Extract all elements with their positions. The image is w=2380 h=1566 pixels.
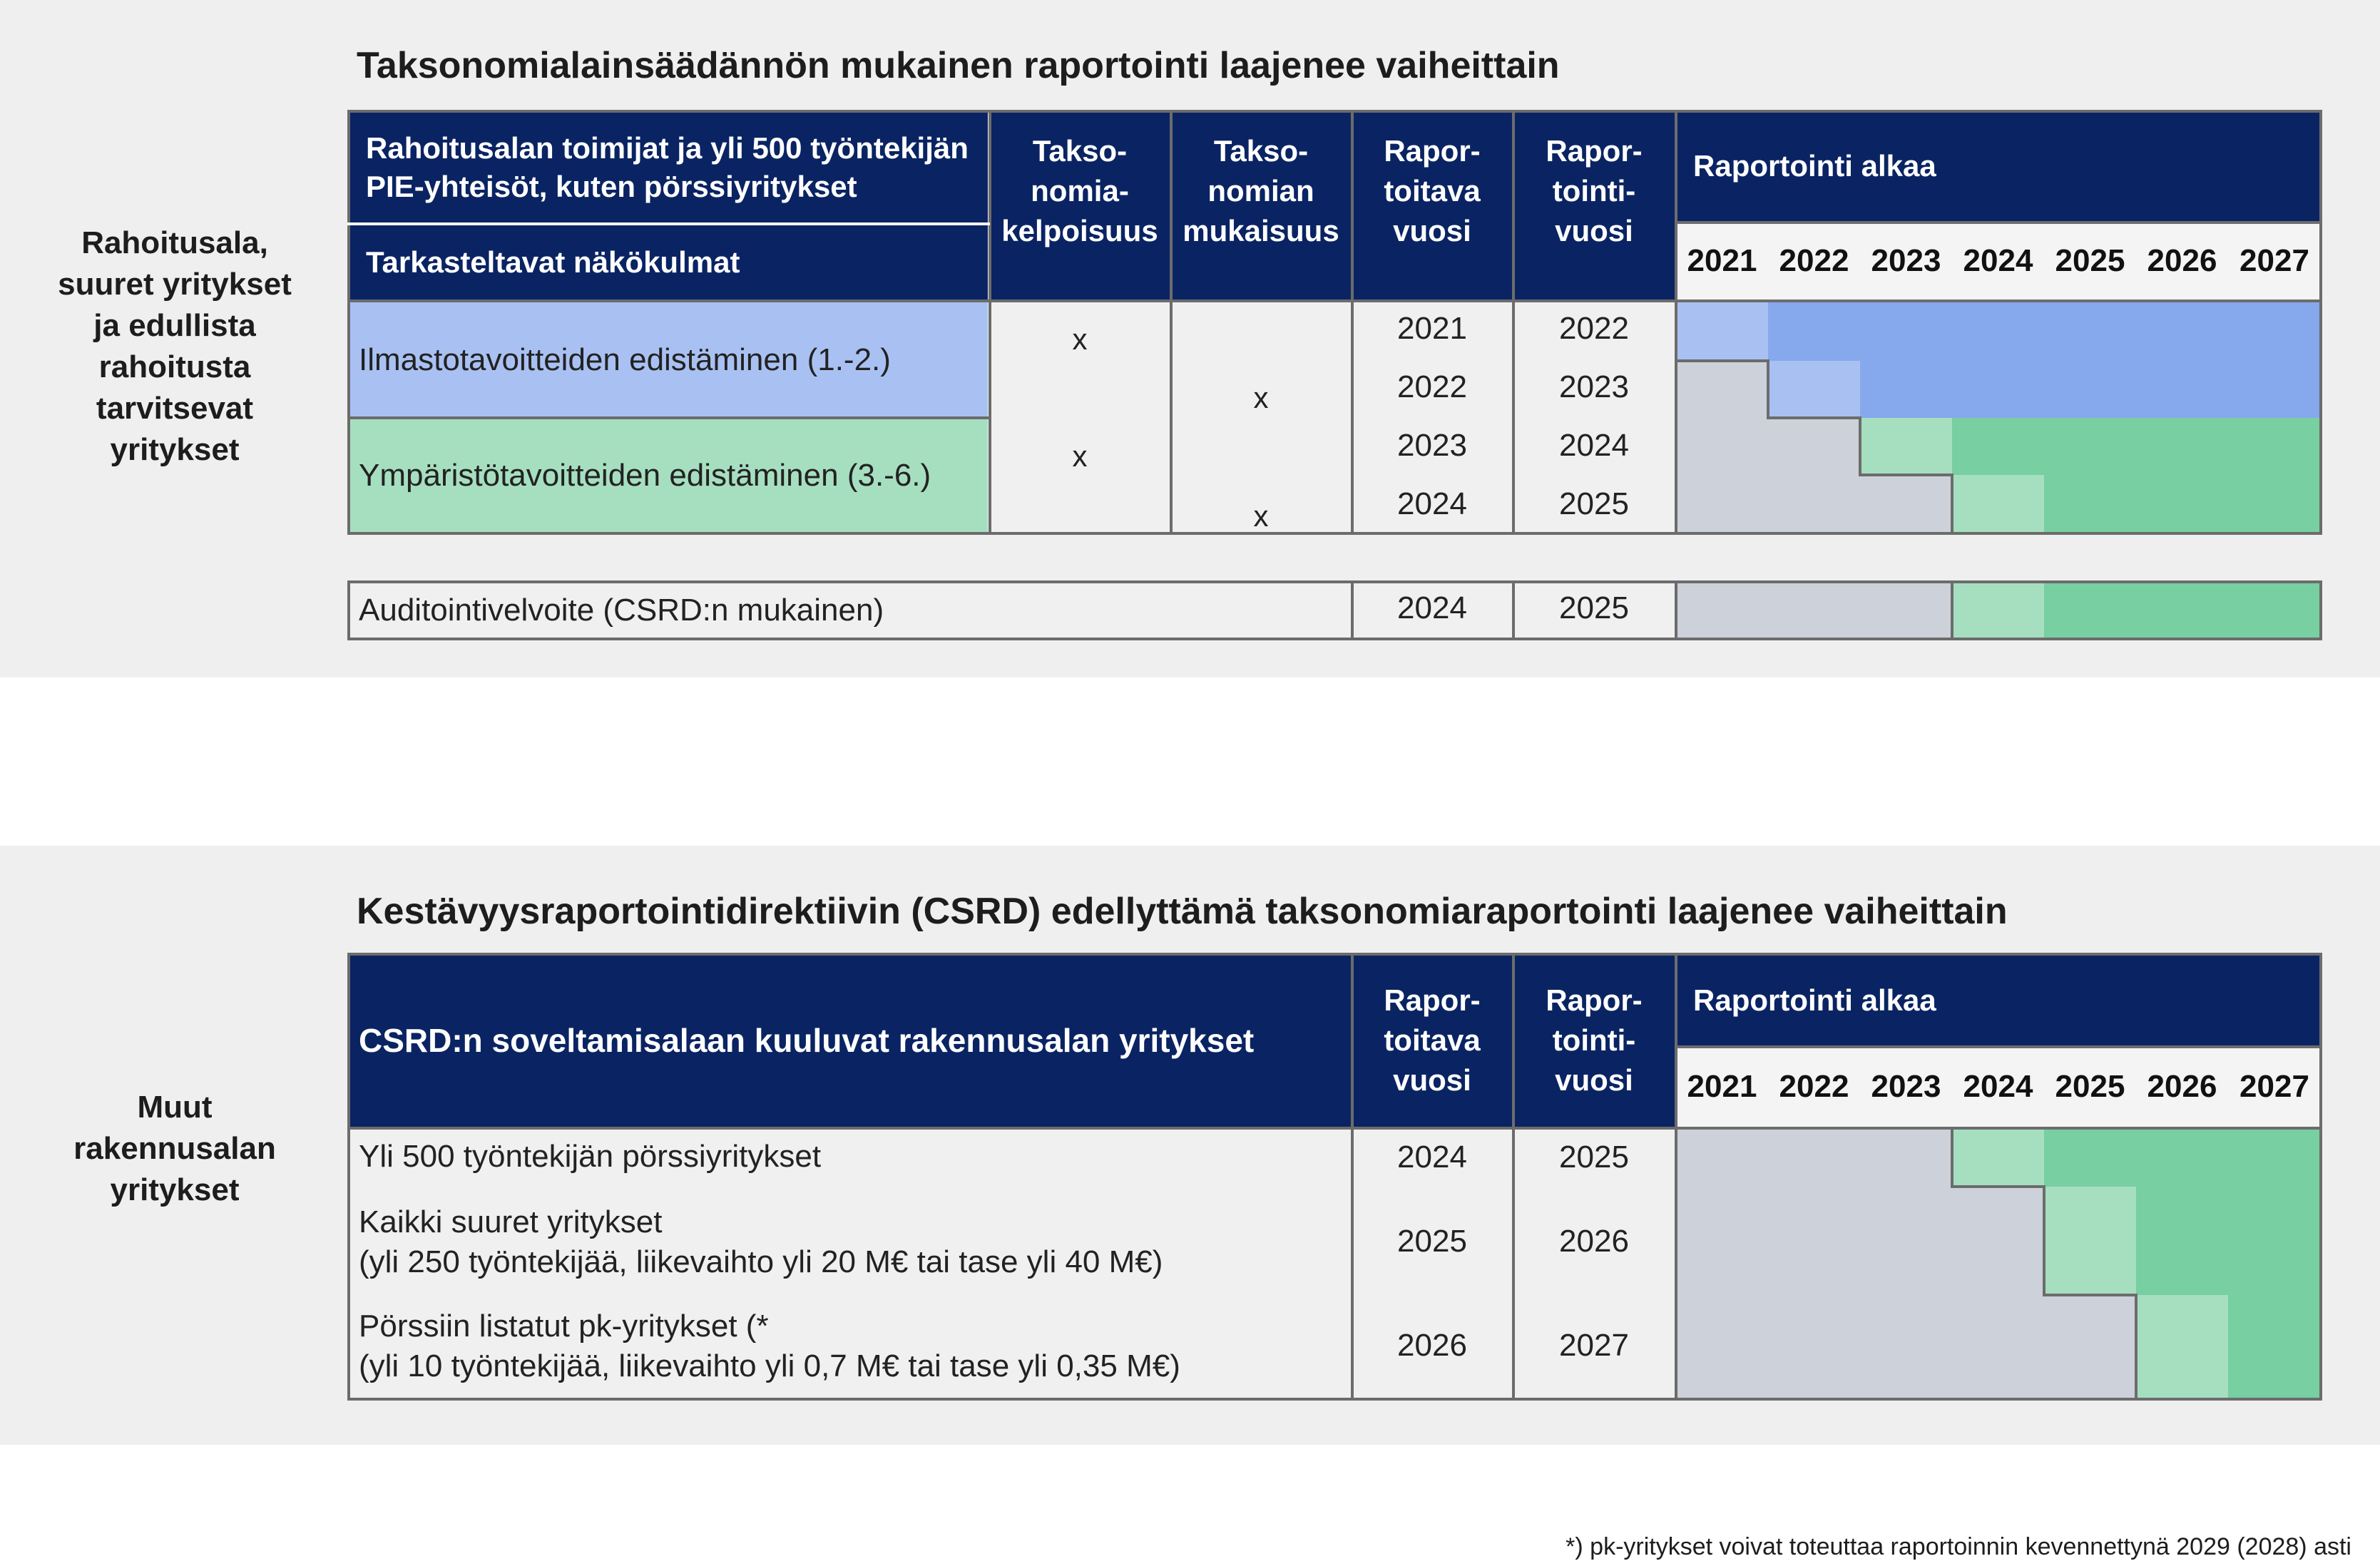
top-reported-year-4: 2024: [1397, 486, 1467, 521]
top-reporting-year-2: 2023: [1559, 369, 1629, 404]
top-reporting-year-4: 2025: [1559, 486, 1629, 521]
bottom-timeline-r2-active: [2136, 1187, 2321, 1295]
audit-reporting-year: 2025: [1559, 590, 1629, 625]
bottom-reported-year-3: 2026: [1397, 1328, 1467, 1363]
bottom-timeline-r1-active: [2044, 1130, 2321, 1187]
top-eligibility-mark-2: x: [1072, 439, 1088, 473]
top-header-scope-text: Rahoitusalan toimijat ja yli 500 työntekijän PIE-yhteisöt, kuten pörssiyritykset: [366, 131, 969, 203]
audit-timeline-active: [2044, 582, 2321, 639]
bottom-step-line-1: [1951, 1130, 1953, 1188]
top-step-line-4: [1859, 416, 1861, 476]
bottom-year-2027: 2027: [2239, 1069, 2309, 1104]
bottom-header-reporting-starts: [1676, 954, 2321, 1047]
top-step-line-3: [1767, 416, 1861, 419]
bottom-step-line-2: [1951, 1185, 2046, 1188]
top-timeline-r4-start: [1952, 475, 2044, 532]
top-header-reported-year-text: Rapor-toitava vuosi: [1384, 134, 1481, 247]
bottom-grid-v1: [1351, 953, 1354, 1401]
bottom-timeline-r1-start: [1952, 1130, 2044, 1187]
bottom-row-2-line2: (yli 250 työntekijää, liikevaihto yli 20 M€ tai tase yli 40 M€): [359, 1244, 1163, 1279]
top-year-2021: 2021: [1687, 243, 1757, 278]
top-timeline-r1-active: [1768, 302, 2321, 361]
bottom-step-line-5: [2135, 1294, 2138, 1398]
top-timeline-r1-start: [1676, 302, 1768, 361]
top-timeline-r3-start: [1860, 418, 1952, 475]
top-year-2027: 2027: [2239, 243, 2309, 278]
top-step-line-1: [1676, 359, 1769, 362]
top-reporting-year-1: 2022: [1559, 311, 1629, 346]
top-row-environment: [349, 419, 988, 532]
bottom-year-2023: 2023: [1871, 1069, 1941, 1104]
bottom-grid-v2: [1512, 953, 1515, 1401]
top-side-label: Rahoitusala, suuret yritykset ja edullista rahoitusta tarvitsevat yritykset: [58, 225, 292, 467]
audit-row-label: Auditointivelvoite (CSRD:n mukainen): [359, 593, 884, 628]
top-timeline-r4-active: [2044, 475, 2321, 532]
top-row-environment-label: Ympäristötavoitteiden edistäminen (3.-6.): [359, 458, 931, 493]
top-timeline-r2-active: [1860, 361, 2321, 418]
bottom-reported-year-2: 2025: [1397, 1224, 1467, 1259]
bottom-grid-v3: [1675, 953, 1677, 1401]
top-alignment-mark-2: x: [1253, 499, 1269, 533]
bottom-header-reported-year-text: Rapor-toitava vuosi: [1384, 983, 1481, 1097]
top-header-reporting-year-text: Rapor-tointi-vuosi: [1546, 134, 1643, 247]
bottom-reported-year-1: 2024: [1397, 1140, 1467, 1174]
top-year-2025: 2025: [2055, 243, 2125, 278]
top-header-scope: [349, 111, 988, 224]
audit-timeline-gray: [1676, 582, 1952, 639]
top-header-reporting-starts: [1676, 111, 2321, 221]
top-year-2023: 2023: [1871, 243, 1941, 278]
top-header-reported-year: [1352, 111, 1512, 300]
top-row-climate: [349, 302, 988, 418]
bottom-header-scope-text: CSRD:n soveltamisalaan kuuluvat rakennusalan yritykset: [359, 1022, 1255, 1059]
bottom-reporting-year-2: 2026: [1559, 1224, 1629, 1259]
top-grid-v4: [1512, 110, 1515, 535]
bottom-header-reporting-year-text: Rapor-tointi-vuosi: [1546, 983, 1643, 1097]
top-eligibility-mark-1: x: [1072, 322, 1088, 356]
audit-reported-year: 2024: [1397, 590, 1467, 625]
audit-grid-v1: [1351, 580, 1354, 640]
bottom-row-2-line1: Kaikki suuret yritykset: [359, 1204, 663, 1239]
bottom-row-1-line1: Yli 500 työntekijän pörssiyritykset: [359, 1139, 822, 1174]
audit-timeline-start: [1952, 582, 2044, 639]
bottom-step-line-3: [2043, 1185, 2046, 1296]
audit-grid-v2: [1512, 580, 1515, 640]
bottom-year-2024: 2024: [1963, 1069, 2033, 1104]
top-step-line-5: [1859, 474, 1953, 476]
bottom-step-line-4: [2043, 1294, 2138, 1296]
top-year-2024: 2024: [1963, 243, 2033, 278]
top-reported-year-2: 2022: [1397, 369, 1467, 404]
top-timeline-r3-active: [1952, 418, 2321, 475]
top-grid-v3: [1351, 110, 1354, 535]
top-step-line-6: [1951, 474, 1953, 532]
bottom-row-3-line2: (yli 10 työntekijää, liikevaihto yli 0,7 M€ tai tase yli 0,35 M€): [359, 1348, 1180, 1383]
bottom-reporting-year-1: 2025: [1559, 1140, 1629, 1174]
bottom-year-2022: 2022: [1779, 1069, 1849, 1104]
bottom-grid-h1: [347, 1127, 2322, 1130]
top-header-alignment-text: Takso-nomian mukaisuus: [1183, 134, 1339, 247]
top-step-line-2: [1767, 359, 1769, 419]
bottom-year-2025: 2025: [2055, 1069, 2125, 1104]
top-timeline-r2-start: [1768, 361, 1860, 418]
top-header-alignment: [1171, 111, 1351, 300]
bottom-reporting-year-3: 2027: [1559, 1328, 1629, 1363]
audit-grid-v3: [1675, 580, 1677, 640]
top-year-2026: 2026: [2147, 243, 2217, 278]
bottom-row-3-line1: Pörssiin listatut pk-yritykset (*: [359, 1309, 769, 1344]
top-grid-v2: [1170, 110, 1173, 535]
top-header-eligibility-text: Takso-nomia-kelpoisuus: [1001, 134, 1158, 247]
bottom-header-reporting-year: [1513, 954, 1675, 1127]
audit-step-line: [1951, 582, 1953, 639]
top-header-perspectives-text: Tarkasteltavat näkökulmat: [366, 245, 740, 279]
bottom-row-1: [359, 1137, 1336, 1177]
top-grid-h2: [347, 416, 990, 419]
bottom-timeline-r3-active: [2228, 1295, 2321, 1398]
bottom-grid-h2: [1676, 1045, 2321, 1048]
top-reported-year-3: 2023: [1397, 428, 1467, 463]
bottom-title: Kestävyysraportointidirektiivin (CSRD) edellyttämä taksonomiaraportointi laajenee vaiheittain: [357, 891, 2008, 932]
top-alignment-mark-1: x: [1253, 381, 1269, 414]
top-header-perspectives: [349, 225, 988, 300]
top-year-2022: 2022: [1779, 243, 1849, 278]
top-grid-h4: [1676, 221, 2321, 224]
top-row-climate-label: Ilmastotavoitteiden edistäminen (1.-2.): [359, 342, 891, 377]
top-grid-v5: [1675, 110, 1677, 535]
top-reporting-year-3: 2024: [1559, 428, 1629, 463]
footnote: *) pk-yritykset voivat toteuttaa raportoinnin kevennettynä 2029 (2028) asti: [1566, 1533, 2351, 1560]
top-header-reporting-year: [1513, 111, 1675, 300]
top-grid-h3: [347, 222, 990, 225]
top-title: Taksonomialainsäädännön mukainen raportointi laajenee vaiheittain: [357, 45, 1560, 86]
bottom-header-reporting-starts-text: Raportointi alkaa: [1693, 983, 1936, 1017]
bottom-year-2021: 2021: [1687, 1069, 1757, 1104]
bottom-header-scope: [349, 954, 1351, 1127]
bottom-timeline-r3-start: [2136, 1295, 2228, 1398]
bottom-row-2: [359, 1202, 1336, 1282]
bottom-header-reported-year: [1352, 954, 1512, 1127]
bottom-year-2026: 2026: [2147, 1069, 2217, 1104]
audit-row: [349, 582, 1351, 639]
bottom-side-label: Muut rakennusalan yritykset: [73, 1090, 276, 1207]
top-grid-h1: [347, 300, 2322, 302]
bottom-timeline-r2-start: [2044, 1187, 2136, 1295]
bottom-row-3: [359, 1306, 1336, 1386]
top-grid-v1: [989, 110, 991, 535]
top-reported-year-1: 2021: [1397, 311, 1467, 346]
top-header-reporting-starts-text: Raportointi alkaa: [1693, 149, 1936, 183]
top-header-eligibility: [990, 111, 1170, 300]
